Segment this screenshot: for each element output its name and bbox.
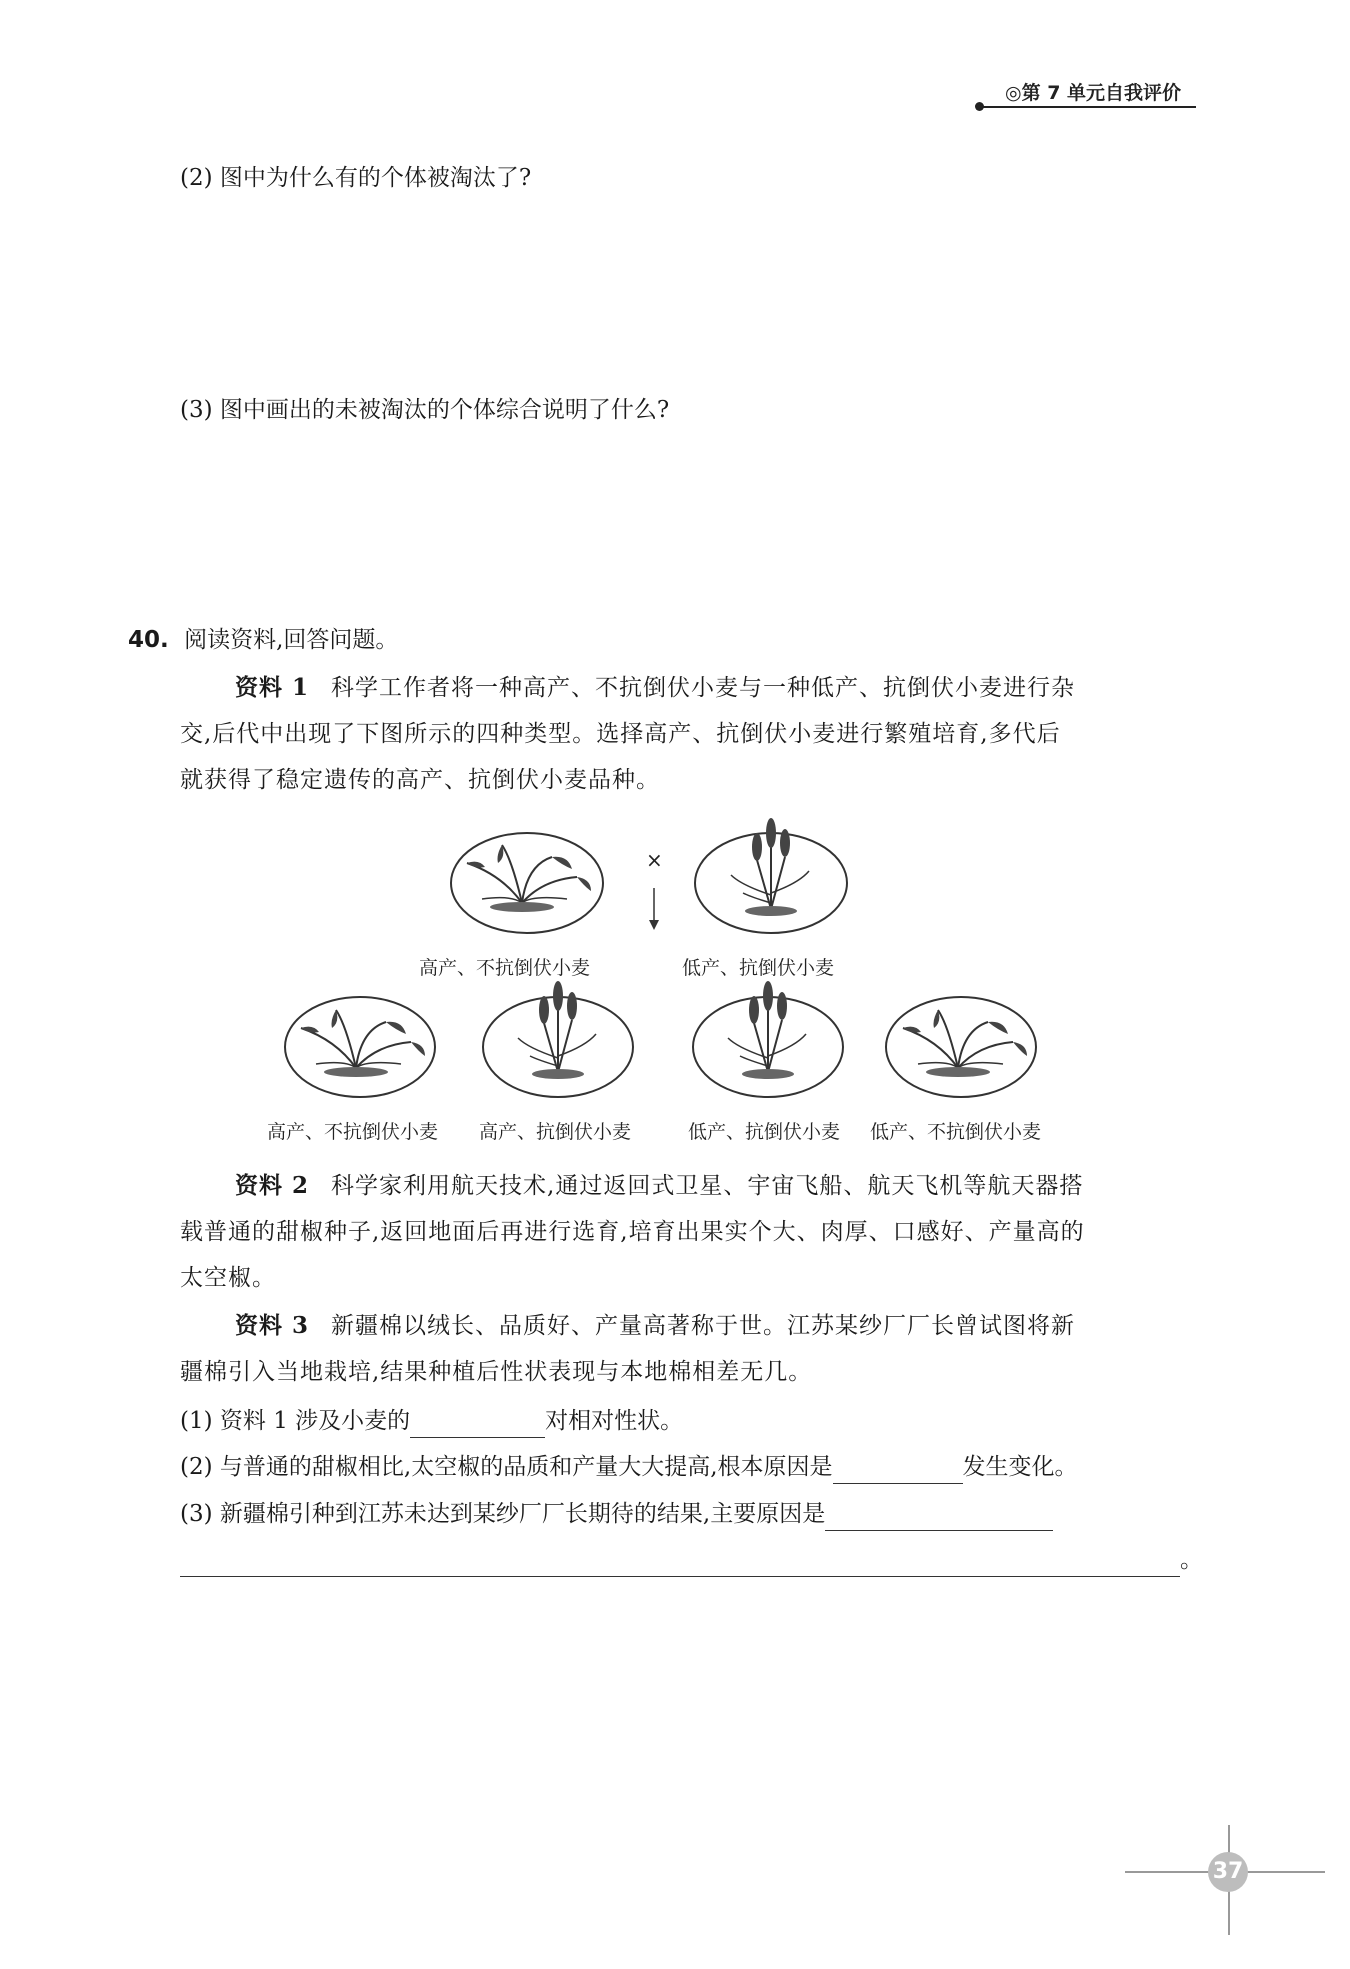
answer-blank-2[interactable] (833, 1455, 963, 1484)
material3 (180, 1303, 1200, 1395)
page-number-badge: 37 (1208, 1852, 1248, 1892)
offspring3-caption: 低产、抗倒伏小麦 (688, 1121, 841, 1143)
cross-symbol: × (646, 848, 663, 872)
material1-text1: 科学工作者将一种高产、不抗倒伏小麦与一种低产、抗倒伏小麦进行杂 (331, 675, 1076, 701)
q40-sub2 (180, 1450, 1078, 1484)
q39-sub2: (2) 图中为什么有的个体被淘汰了? (180, 165, 532, 191)
unit-header: ◎第 7 单元自我评价 (1005, 82, 1182, 104)
q40-sub2-text-after: 发生变化。 (962, 1454, 1078, 1480)
offspring1-oval (285, 997, 435, 1097)
offspring2-caption: 高产、抗倒伏小麦 (479, 1121, 632, 1143)
parent1-wheat (467, 845, 591, 912)
material2-line2: 载普通的甜椒种子,返回地面后再进行选育,培育出果实个大、肉厚、口感好、产量高的 (180, 1219, 1085, 1245)
material2-text1: 科学家利用航天技术,通过返回式卫星、宇宙飞船、航天飞机等航天器搭 (331, 1173, 1084, 1199)
parent2-caption: 低产、抗倒伏小麦 (682, 957, 835, 979)
parent2-oval (695, 833, 847, 933)
answer-blank-3[interactable] (825, 1502, 1053, 1531)
material2-line3: 太空椒。 (180, 1265, 276, 1291)
answer-blank-3-line2[interactable] (180, 1548, 1180, 1577)
offspring3-wheat (728, 981, 806, 1079)
answer-blank-1[interactable] (410, 1409, 545, 1438)
q40-sub1 (180, 1404, 683, 1438)
material1-label: 资料 1 (235, 674, 310, 701)
q40-sub2-text: (2) 与普通的甜椒相比,太空椒的品质和产量大大提高,根本原因是 (180, 1454, 833, 1480)
offspring4-wheat (903, 1010, 1027, 1077)
material1-line2: 交,后代中出现了下图所示的四种类型。选择高产、抗倒伏小麦进行繁殖培育,多代后 (180, 721, 1061, 747)
offspring3-oval (693, 997, 843, 1097)
q40-sub1-text: (1) 资料 1 涉及小麦的 (180, 1408, 411, 1434)
offspring2-oval (483, 997, 633, 1097)
q40-sub1-text-after: 对相对性状。 (545, 1408, 684, 1434)
material3-line1 (180, 1303, 1200, 1349)
q40-sub3-end: 。 (1180, 1547, 1203, 1573)
q40-prompt: 阅读资料,回答问题。 (184, 627, 399, 653)
material1-line3: 就获得了稳定遗传的高产、抗倒伏小麦品种。 (180, 767, 660, 793)
material2 (180, 1163, 1200, 1301)
q39-sub3: (3) 图中画出的未被淘汰的个体综合说明了什么? (180, 397, 670, 423)
cross-arrow-head (649, 920, 659, 930)
question-number: 40. (128, 627, 169, 653)
q40-heading (128, 623, 398, 657)
parent1-oval (451, 833, 603, 933)
material3-text1: 新疆棉以绒长、品质好、产量高著称于世。江苏某纱厂厂长曾试图将新 (331, 1313, 1076, 1339)
material3-line2: 疆棉引入当地栽培,结果种植后性状表现与本地棉相差无几。 (180, 1359, 813, 1385)
q40-sub3-text: (3) 新疆棉引种到江苏未达到某纱厂厂长期待的结果,主要原因是 (180, 1501, 826, 1527)
q40-sub3-continuation (180, 1543, 1203, 1577)
material2-line1 (180, 1163, 1200, 1209)
parent2-wheat (731, 818, 809, 916)
header-rule (980, 106, 1196, 108)
offspring2-wheat (518, 981, 596, 1079)
material1-line1 (180, 665, 1200, 711)
material2-label: 资料 2 (235, 1172, 310, 1199)
offspring1-caption: 高产、不抗倒伏小麦 (267, 1121, 439, 1143)
offspring4-caption: 低产、不抗倒伏小麦 (870, 1121, 1042, 1143)
parent1-caption: 高产、不抗倒伏小麦 (419, 957, 591, 979)
q40-sub3 (180, 1497, 1053, 1531)
offspring1-wheat (301, 1010, 425, 1077)
offspring4-oval (886, 997, 1036, 1097)
material1 (180, 665, 1200, 803)
material3-label: 资料 3 (235, 1312, 310, 1339)
